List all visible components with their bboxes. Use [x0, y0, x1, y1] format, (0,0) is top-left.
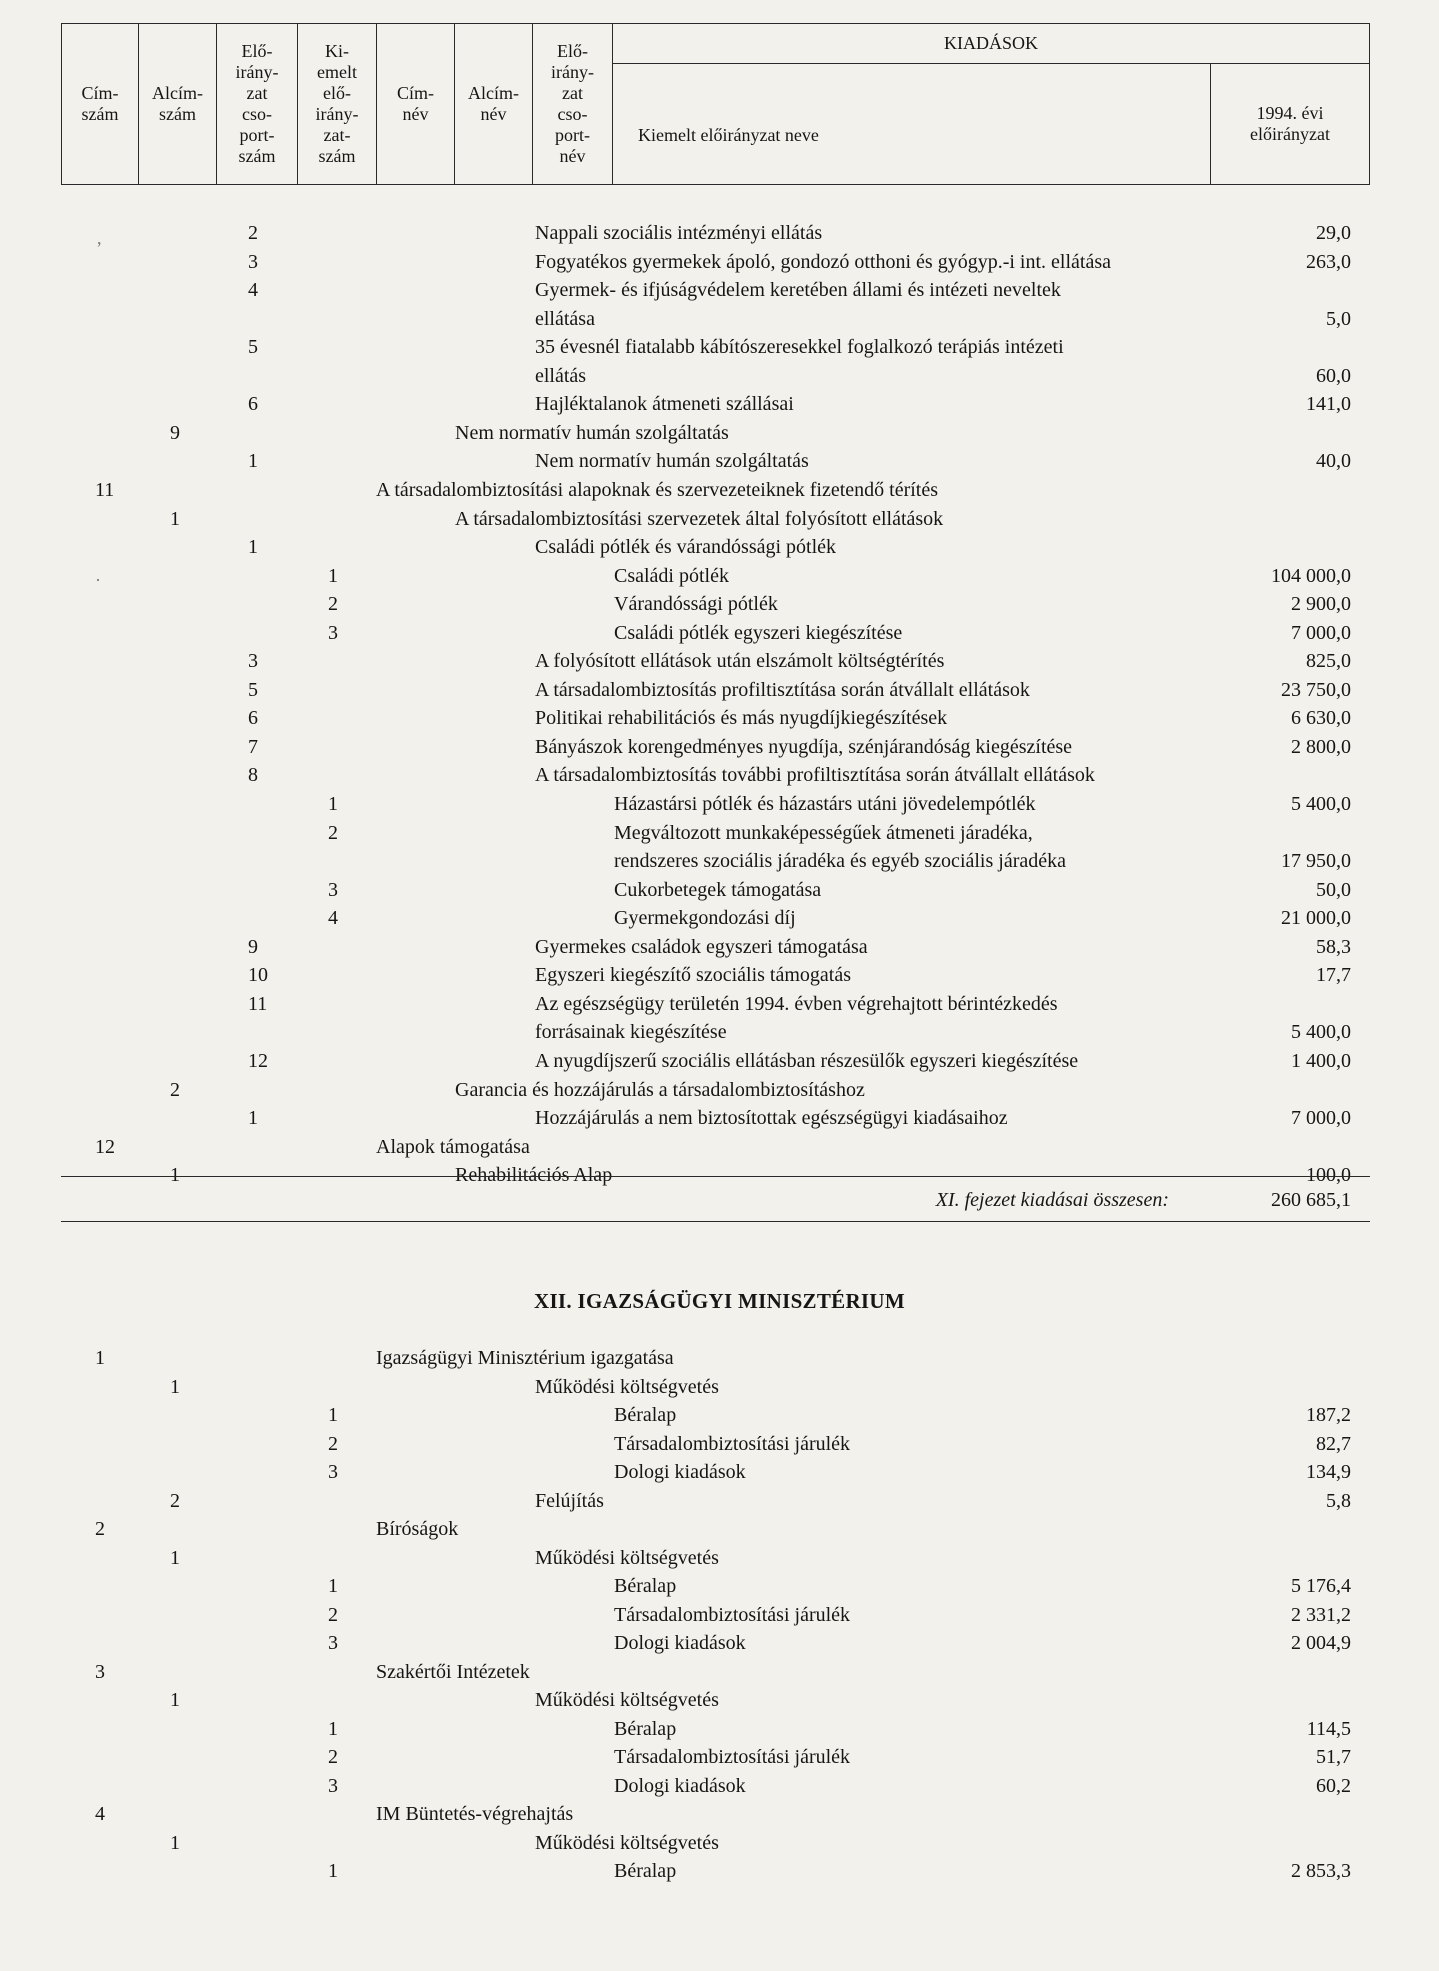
- eloiranyzat-csoport-szam: 6: [248, 707, 258, 730]
- eloiranyzat-ertek: 1 400,0: [1291, 1049, 1351, 1072]
- eloiranyzat-csoport-szam: 8: [248, 764, 258, 787]
- eloiranyzat-ertek: 2 331,2: [1291, 1603, 1351, 1626]
- kiemelt-eloiranyzat-nev: Béralap: [614, 1860, 677, 1882]
- eloiranyzat-csoport-nev: Nem normatív humán szolgáltatás: [535, 450, 809, 473]
- eloiranyzat-csoport-nev: A társadalombiztosítás további profiltisztítása során átvállalt ellátások: [535, 764, 1095, 787]
- cim-szam: 1: [95, 1347, 105, 1369]
- table-row: [0, 248, 1439, 276]
- cim-nev: Bíróságok: [376, 1518, 459, 1540]
- header-kiemelt-eloiranyzat-neve: Kiemelt előirányzat neve: [613, 64, 1211, 184]
- table-row: [0, 390, 1439, 418]
- eloiranyzat-csoport-nev: Gyermek- és ifjúságvédelem keretében állami és intézeti neveltek: [535, 279, 1061, 302]
- table-row: [0, 1829, 1439, 1857]
- alcim-szam: 1: [170, 507, 180, 530]
- table-row: [0, 1857, 1439, 1885]
- table-row: [0, 276, 1439, 304]
- table-row: [0, 1686, 1439, 1714]
- table-row: [0, 1458, 1439, 1486]
- eloiranyzat-csoport-nev: Fogyatékos gyermekek ápoló, gondozó otthoni és gyógyp.-i int. ellátása: [535, 250, 1111, 273]
- cim-nev: Alapok támogatása: [376, 1135, 530, 1158]
- eloiranyzat-ertek: 23 750,0: [1281, 678, 1351, 701]
- kiemelt-eloiranyzat-szam: 1: [328, 793, 338, 815]
- header-alcimszam: Alcím- szám: [139, 24, 217, 184]
- kiemelt-eloiranyzat-nev: Házastársi pótlék és házastárs utáni jövedelempótlék: [614, 793, 1036, 815]
- alcim-nev: Garancia és hozzájárulás a társadalombiztosításhoz: [455, 1078, 865, 1101]
- section-title: XII. IGAZSÁGÜGYI MINISZTÉRIUM: [533, 1289, 905, 1313]
- table-row: [0, 476, 1439, 504]
- kiemelt-eloiranyzat-szam: 2: [328, 1746, 338, 1768]
- eloiranyzat-ertek: 51,7: [1316, 1746, 1351, 1768]
- eloiranyzat-csoport-szam: 6: [248, 393, 258, 416]
- eloiranyzat-csoport-szam: 5: [248, 678, 258, 701]
- cim-szam: 12: [95, 1135, 115, 1158]
- eloiranyzat-csoport-szam: 4: [248, 279, 258, 302]
- kiemelt-eloiranyzat-nev: Gyermekgondozási díj: [614, 907, 796, 930]
- kiemelt-eloiranyzat-szam: 1: [328, 1404, 338, 1426]
- cim-nev: IM Büntetés-végrehajtás: [376, 1803, 574, 1825]
- table-row: [0, 1743, 1439, 1771]
- eloiranyzat-ertek: 29,0: [1316, 222, 1351, 244]
- alcim-szam: 1: [170, 1546, 180, 1569]
- eloiranyzat-csoport-nev: Működési költségvetés: [535, 1375, 719, 1398]
- kiemelt-eloiranyzat-szam: 3: [328, 1461, 338, 1483]
- total-value: 260 685,1: [1271, 1189, 1351, 1211]
- table-row: [0, 990, 1439, 1018]
- table-row: [0, 219, 1439, 247]
- table-row: [0, 305, 1439, 333]
- eloiranyzat-csoport-nev: A folyósított ellátások után elszámolt költségtérítés: [535, 650, 945, 673]
- alcim-szam: 1: [170, 1689, 180, 1711]
- table-row: [0, 1800, 1439, 1828]
- kiemelt-eloiranyzat-szam: 1: [328, 1575, 338, 1597]
- table-row: [0, 647, 1439, 675]
- kiemelt-eloiranyzat-szam: 1: [328, 564, 338, 587]
- kiemelt-eloiranyzat-szam: 3: [328, 1774, 338, 1797]
- eloiranyzat-csoport-szam: 11: [248, 992, 268, 1015]
- table-row: [0, 1629, 1439, 1657]
- kiemelt-eloiranyzat-szam: 2: [328, 821, 338, 844]
- header-kiadasok: KIADÁSOK: [613, 24, 1369, 64]
- total-label: XI. fejezet kiadásai összesen:: [935, 1189, 1169, 1211]
- eloiranyzat-csoport-nev: forrásainak kiegészítése: [535, 1021, 727, 1044]
- alcim-szam: 9: [170, 421, 180, 444]
- header-kiemelt-eloiranyzat-szam: Ki- emelt elő- irány- zat- szám: [298, 24, 377, 184]
- eloiranyzat-csoport-nev: Családi pótlék és várandóssági pótlék: [535, 536, 837, 559]
- eloiranyzat-csoport-nev: Hozzájárulás a nem biztosítottak egészségügyi kiadásaihoz: [535, 1107, 1008, 1130]
- header-cimszam: Cím- szám: [62, 24, 139, 184]
- table-row: [0, 733, 1439, 761]
- kiemelt-eloiranyzat-nev: Béralap: [614, 1575, 677, 1597]
- table-row: [0, 333, 1439, 361]
- eloiranyzat-csoport-szam: 2: [248, 222, 258, 244]
- column-header-table: [61, 23, 1370, 185]
- eloiranyzat-csoport-nev: Az egészségügy területén 1994. évben végrehajtott bérintézkedés: [535, 992, 1058, 1015]
- header-alcimnev: Alcím- név: [455, 24, 533, 184]
- header-1994-evi-eloiranyzat: 1994. évi előirányzat: [1250, 103, 1330, 144]
- alcim-szam: 2: [170, 1489, 180, 1512]
- eloiranyzat-ertek: 60,2: [1316, 1774, 1351, 1797]
- table-row: [0, 419, 1439, 447]
- table-row: [0, 1515, 1439, 1543]
- eloiranyzat-csoport-nev: ellátás: [535, 364, 587, 387]
- kiemelt-eloiranyzat-szam: 2: [328, 1603, 338, 1626]
- table-row: [0, 1715, 1439, 1743]
- alcim-nev: A társadalombiztosítási szervezetek által folyósított ellátások: [455, 507, 944, 530]
- header-eloiranyzat-csoport-szam: Elő- irány- zat cso- port- szám: [217, 24, 298, 184]
- eloiranyzat-ertek: 2 800,0: [1291, 735, 1351, 758]
- table-row: [0, 362, 1439, 390]
- eloiranyzat-ertek: 50,0: [1316, 878, 1351, 901]
- alcim-nev: Rehabilitációs Alap: [455, 1164, 613, 1187]
- table-row: [0, 590, 1439, 618]
- table-row: [0, 704, 1439, 732]
- eloiranyzat-ertek: 7 000,0: [1291, 621, 1351, 644]
- eloiranyzat-ertek: 5 400,0: [1291, 1021, 1351, 1044]
- eloiranyzat-ertek: 21 000,0: [1281, 907, 1351, 930]
- kiemelt-eloiranyzat-szam: 2: [328, 1432, 338, 1455]
- kiemelt-eloiranyzat-nev: Béralap: [614, 1717, 677, 1740]
- eloiranyzat-ertek: 17 950,0: [1281, 850, 1351, 873]
- alcim-szam: 2: [170, 1078, 180, 1101]
- eloiranyzat-csoport-nev: Nappali szociális intézményi ellátás: [535, 222, 823, 244]
- table-row: [0, 1104, 1439, 1132]
- table-row: [0, 1133, 1439, 1161]
- eloiranyzat-csoport-nev: ellátása: [535, 307, 595, 330]
- eloiranyzat-csoport-nev: 35 évesnél fiatalabb kábítószeresekkel foglalkozó terápiás intézeti: [535, 336, 1064, 359]
- kiemelt-eloiranyzat-nev: rendszeres szociális járadéka és egyéb szociális járadéka: [614, 850, 1066, 873]
- kiemelt-eloiranyzat-nev: Béralap: [614, 1404, 677, 1426]
- eloiranyzat-csoport-szam: 10: [248, 964, 268, 987]
- eloiranyzat-csoport-nev: Felújítás: [535, 1489, 604, 1512]
- table-row: [0, 1373, 1439, 1401]
- table-row: [0, 562, 1439, 590]
- eloiranyzat-ertek: 100,0: [1306, 1164, 1351, 1187]
- eloiranyzat-csoport-szam: 3: [248, 650, 258, 673]
- eloiranyzat-ertek: 7 000,0: [1291, 1107, 1351, 1130]
- eloiranyzat-csoport-szam: 12: [248, 1049, 268, 1072]
- table-row: [0, 790, 1439, 818]
- eloiranyzat-csoport-szam: 1: [248, 1107, 258, 1130]
- kiemelt-eloiranyzat-nev: Dologi kiadások: [614, 1461, 746, 1483]
- table-row: [0, 505, 1439, 533]
- eloiranyzat-ertek: 58,3: [1316, 935, 1351, 958]
- eloiranyzat-csoport-szam: 3: [248, 250, 258, 273]
- table-row: [0, 1047, 1439, 1075]
- eloiranyzat-csoport-nev: A társadalombiztosítás profiltisztítása során átvállalt ellátások: [535, 678, 1030, 701]
- table-row: [0, 447, 1439, 475]
- kiemelt-eloiranyzat-szam: 2: [328, 593, 338, 616]
- table-row: [0, 1572, 1439, 1600]
- table-row: [0, 1401, 1439, 1429]
- table-row: [0, 1018, 1439, 1046]
- table-row: [0, 1772, 1439, 1800]
- scan-mark: ,: [97, 228, 102, 248]
- table-row: [0, 961, 1439, 989]
- eloiranyzat-ertek: 82,7: [1316, 1432, 1351, 1455]
- alcim-szam: 1: [170, 1164, 180, 1187]
- eloiranyzat-csoport-szam: 9: [248, 935, 258, 958]
- cim-nev: Igazságügyi Minisztérium igazgatása: [376, 1347, 674, 1369]
- total-rule-top: [61, 1176, 1370, 1177]
- eloiranyzat-csoport-nev: Hajléktalanok átmeneti szállásai: [535, 393, 794, 416]
- table-row: [0, 676, 1439, 704]
- cim-szam: 11: [95, 478, 115, 501]
- eloiranyzat-csoport-nev: A nyugdíjszerű szociális ellátásban részesülők egyszeri kiegészítése: [535, 1049, 1079, 1072]
- kiemelt-eloiranyzat-nev: Társadalombiztosítási járulék: [614, 1432, 851, 1455]
- eloiranyzat-csoport-szam: 1: [248, 536, 258, 559]
- eloiranyzat-ertek: 5 400,0: [1291, 793, 1351, 815]
- scan-mark: ·: [95, 570, 101, 590]
- kiemelt-eloiranyzat-szam: 3: [328, 878, 338, 901]
- table-row: [0, 1076, 1439, 1104]
- eloiranyzat-ertek: 114,5: [1306, 1717, 1351, 1740]
- eloiranyzat-ertek: 825,0: [1306, 650, 1351, 673]
- eloiranyzat-ertek: 5,8: [1326, 1489, 1351, 1512]
- kiemelt-eloiranyzat-nev: Megváltozott munkaképességűek átmeneti járadéka,: [614, 821, 1033, 844]
- eloiranyzat-csoport-szam: 5: [248, 336, 258, 359]
- eloiranyzat-csoport-nev: Működési költségvetés: [535, 1831, 719, 1854]
- table-row: [0, 761, 1439, 789]
- eloiranyzat-csoport-nev: Gyermekes családok egyszeri támogatása: [535, 935, 868, 958]
- kiemelt-eloiranyzat-nev: Társadalombiztosítási járulék: [614, 1746, 851, 1768]
- kiemelt-eloiranyzat-szam: 1: [328, 1860, 338, 1882]
- table-row: [0, 847, 1439, 875]
- table-row: [0, 933, 1439, 961]
- kiemelt-eloiranyzat-szam: 3: [328, 621, 338, 644]
- alcim-szam: 1: [170, 1375, 180, 1398]
- kiemelt-eloiranyzat-szam: 1: [328, 1717, 338, 1740]
- cim-nev: Szakértői Intézetek: [376, 1660, 530, 1683]
- kiemelt-eloiranyzat-szam: 4: [328, 907, 338, 930]
- table-row: [0, 876, 1439, 904]
- cim-nev: A társadalombiztosítási alapoknak és szervezeteiknek fizetendő térítés: [376, 478, 939, 501]
- header-cimnev: Cím- név: [377, 24, 455, 184]
- alcim-nev: Nem normatív humán szolgáltatás: [455, 421, 729, 444]
- kiemelt-eloiranyzat-szam: 3: [328, 1632, 338, 1654]
- table-row: [0, 1544, 1439, 1572]
- eloiranyzat-csoport-nev: Politikai rehabilitációs és más nyugdíjkiegészítések: [535, 707, 948, 730]
- table-row: [0, 1601, 1439, 1629]
- alcim-szam: 1: [170, 1831, 180, 1854]
- total-rule-bottom: [61, 1221, 1370, 1222]
- eloiranyzat-ertek: 2 853,3: [1291, 1860, 1351, 1882]
- kiemelt-eloiranyzat-nev: Családi pótlék: [614, 564, 729, 587]
- eloiranyzat-csoport-nev: Egyszeri kiegészítő szociális támogatás: [535, 964, 852, 987]
- cim-szam: 2: [95, 1518, 105, 1540]
- table-row: [0, 819, 1439, 847]
- eloiranyzat-csoport-nev: Működési költségvetés: [535, 1689, 719, 1711]
- kiemelt-eloiranyzat-nev: Dologi kiadások: [614, 1774, 746, 1797]
- eloiranyzat-ertek: 2 900,0: [1291, 593, 1351, 616]
- eloiranyzat-ertek: 5 176,4: [1291, 1575, 1351, 1597]
- table-row: [0, 1430, 1439, 1458]
- eloiranyzat-ertek: 17,7: [1316, 964, 1351, 987]
- kiemelt-eloiranyzat-nev: Cukorbetegek támogatása: [614, 878, 822, 901]
- table-row: [0, 619, 1439, 647]
- table-row: [0, 1658, 1439, 1686]
- eloiranyzat-ertek: 141,0: [1306, 393, 1351, 416]
- eloiranyzat-ertek: 104 000,0: [1271, 564, 1351, 587]
- table-row: [0, 533, 1439, 561]
- kiemelt-eloiranyzat-nev: Társadalombiztosítási járulék: [614, 1603, 851, 1626]
- table-row: [0, 1344, 1439, 1372]
- eloiranyzat-ertek: 60,0: [1316, 364, 1351, 387]
- eloiranyzat-csoport-szam: 7: [248, 735, 258, 758]
- table-row: [0, 1487, 1439, 1515]
- header-eloiranyzat-csoport-nev: Elő- irány- zat cso- port- név: [533, 24, 613, 184]
- kiemelt-eloiranyzat-nev: Dologi kiadások: [614, 1632, 746, 1654]
- kiemelt-eloiranyzat-nev: Várandóssági pótlék: [614, 593, 778, 616]
- eloiranyzat-csoport-nev: Bányászok korengedményes nyugdíja, szénjárandóság kiegészítése: [535, 735, 1073, 758]
- cim-szam: 3: [95, 1660, 105, 1683]
- eloiranyzat-ertek: 40,0: [1316, 450, 1351, 473]
- kiemelt-eloiranyzat-nev: Családi pótlék egyszeri kiegészítése: [614, 621, 903, 644]
- eloiranyzat-ertek: 187,2: [1306, 1404, 1351, 1426]
- eloiranyzat-ertek: 134,9: [1306, 1461, 1351, 1483]
- eloiranyzat-csoport-szam: 1: [248, 450, 258, 473]
- eloiranyzat-ertek: 6 630,0: [1291, 707, 1351, 730]
- eloiranyzat-ertek: 263,0: [1306, 250, 1351, 273]
- eloiranyzat-ertek: 2 004,9: [1291, 1632, 1351, 1654]
- table-row: [0, 904, 1439, 932]
- cim-szam: 4: [95, 1803, 105, 1825]
- eloiranyzat-csoport-nev: Működési költségvetés: [535, 1546, 719, 1569]
- eloiranyzat-ertek: 5,0: [1326, 307, 1351, 330]
